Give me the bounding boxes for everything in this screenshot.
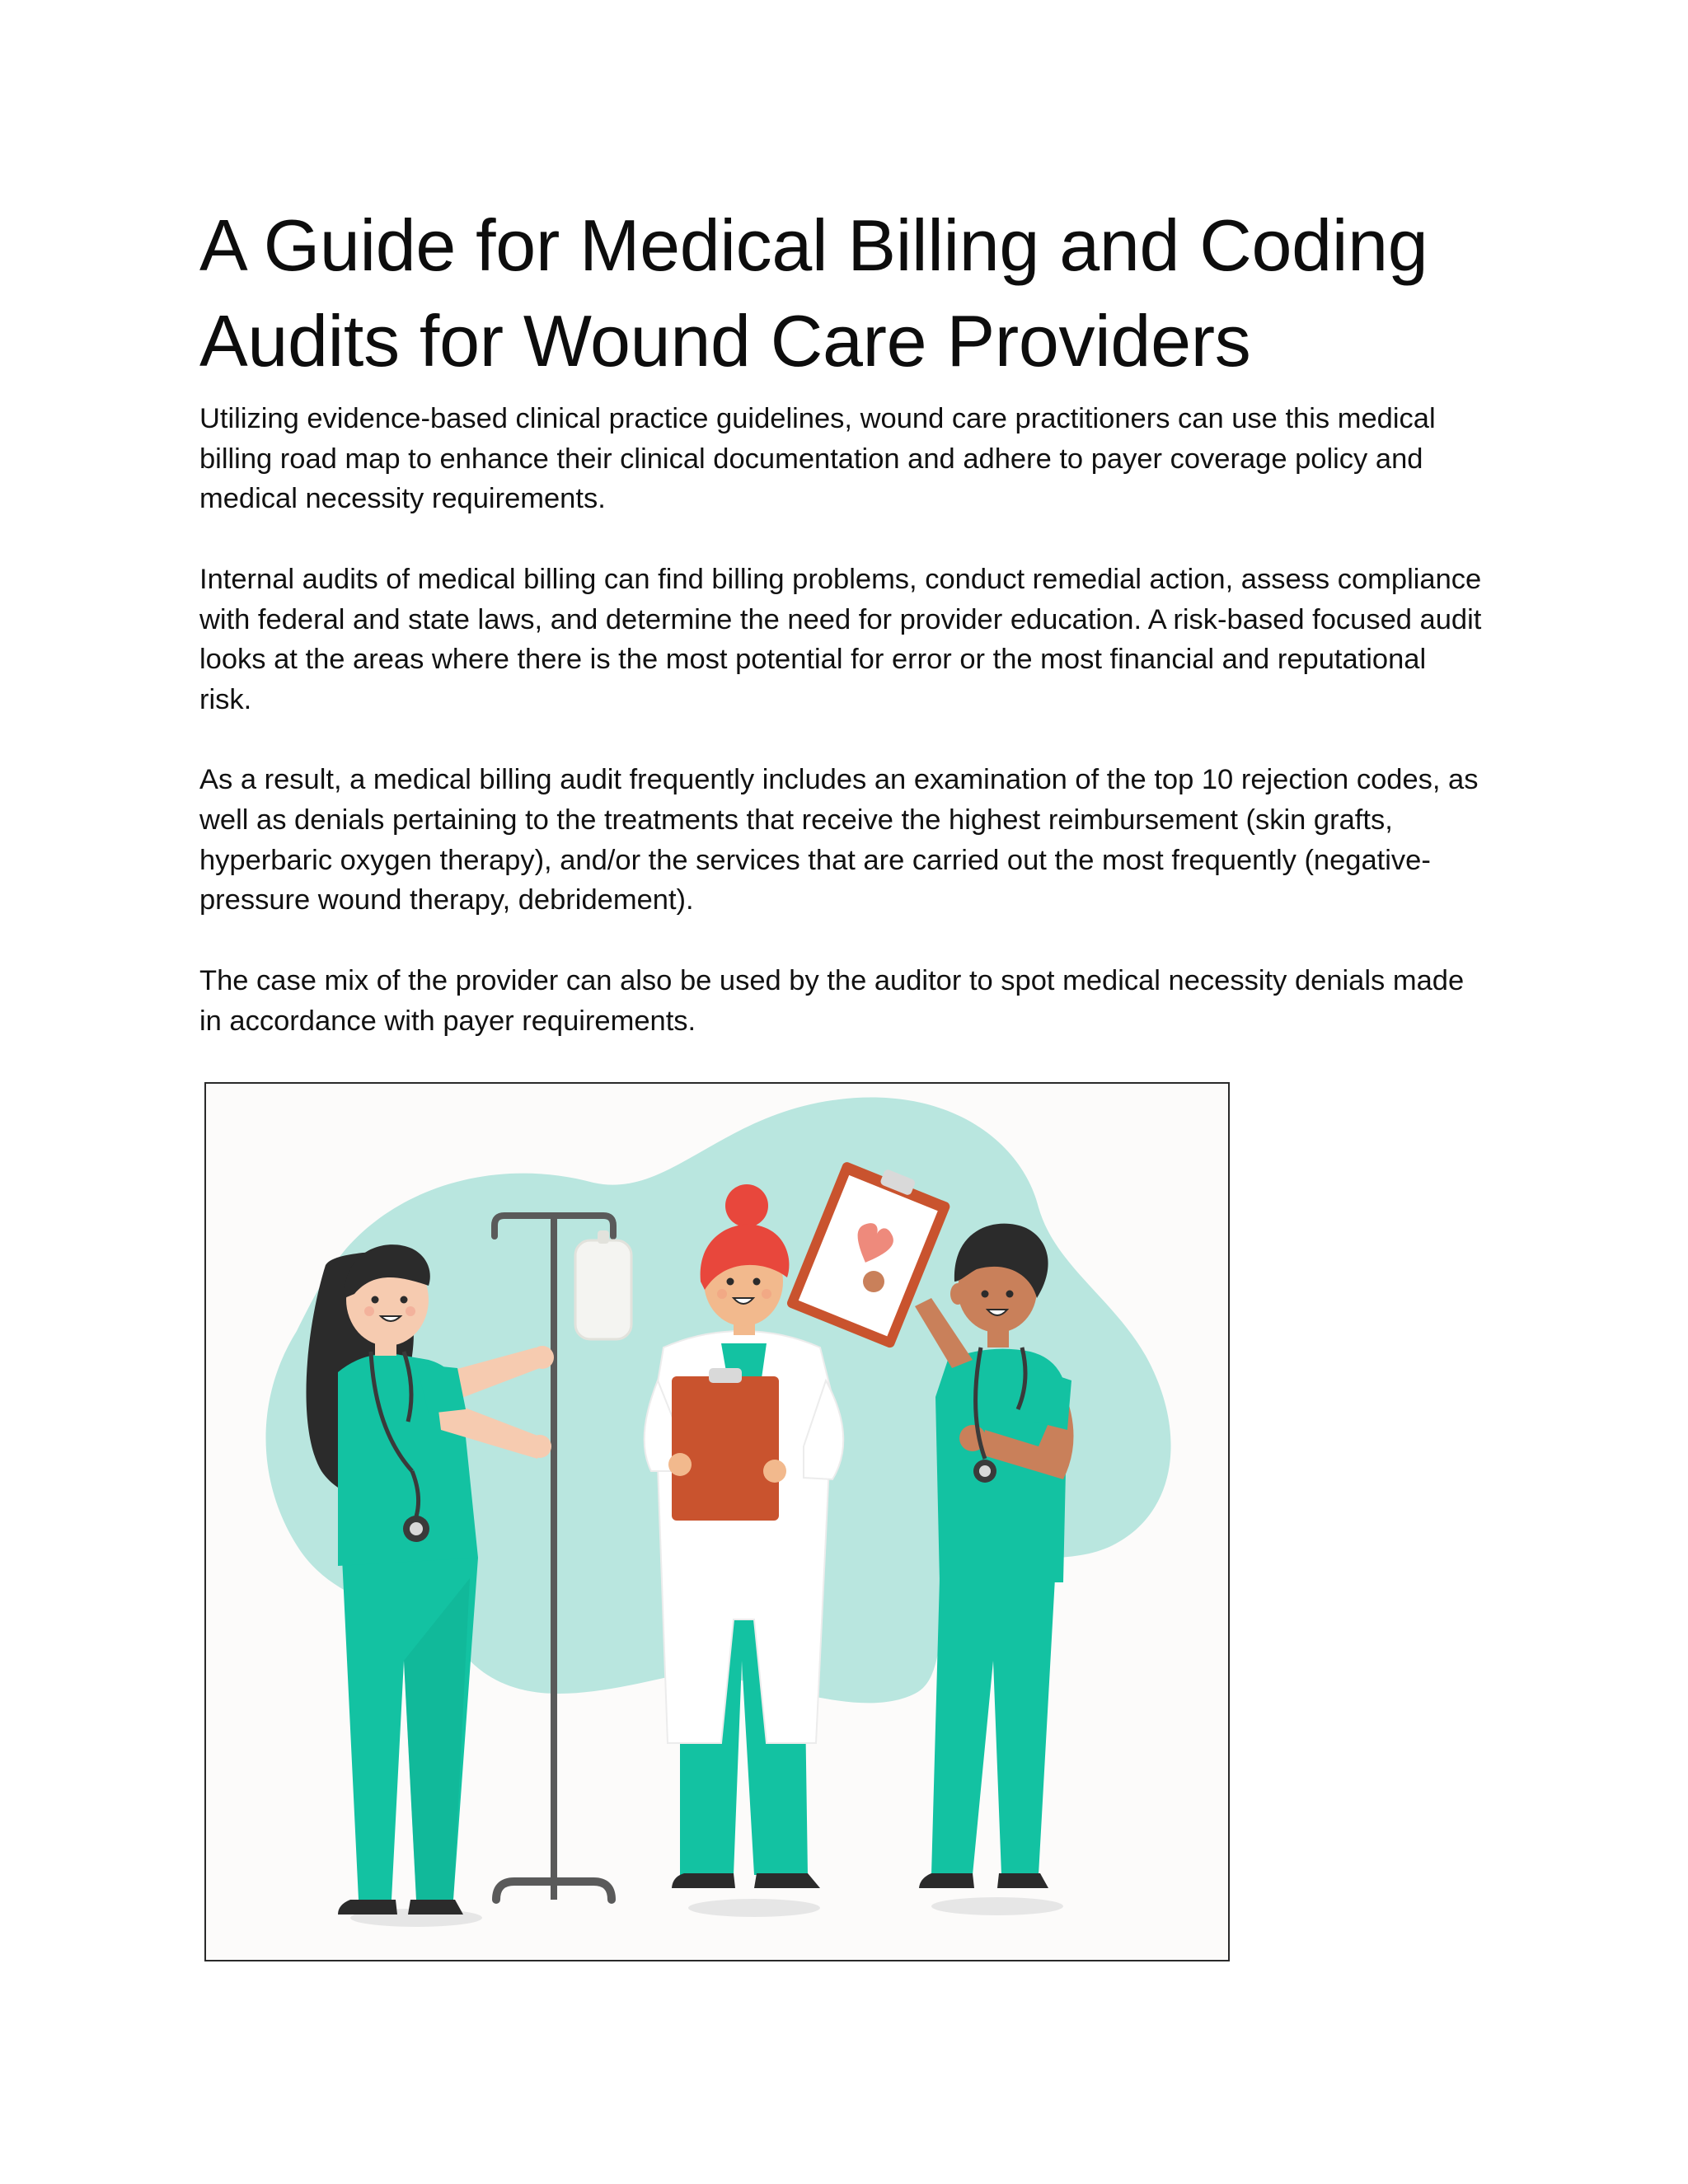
document-body <box>199 198 1485 1041</box>
page-title: A Guide for Medical Billing and Coding Audits for Wound Care Providers <box>199 204 1428 382</box>
medical-staff-illustration <box>204 1082 1230 1961</box>
paragraph-case-mix: The case mix of the provider can also be used by the auditor to spot medical necessity denials made in accordance with payer requirements. <box>199 964 1465 1037</box>
paragraph-intro: Utilizing evidence-based clinical practice guidelines, wound care practitioners can use this medical billing road map to enhance their clinical documentation and adhere to payer coverage policy and medical necessity requirements. <box>199 403 1436 515</box>
paragraph-internal-audits: Internal audits of medical billing can find billing problems, conduct remedial action, assess compliance with federal and state laws, and determine the need for provider education. A risk-based focused audit looks at the areas where there is the most potential for error or the most financial and reputational risk. <box>199 563 1482 715</box>
paragraph-audit-scope: As a result, a medical billing audit frequently includes an examination of the top 10 rejection codes, as well as denials pertaining to the treatments that receive the highest reimbursement (skin grafts, hyperbaric oxygen therapy), and/or the services that are carried out the most frequently (negative-pressure wound therapy, debridement). <box>199 764 1479 916</box>
